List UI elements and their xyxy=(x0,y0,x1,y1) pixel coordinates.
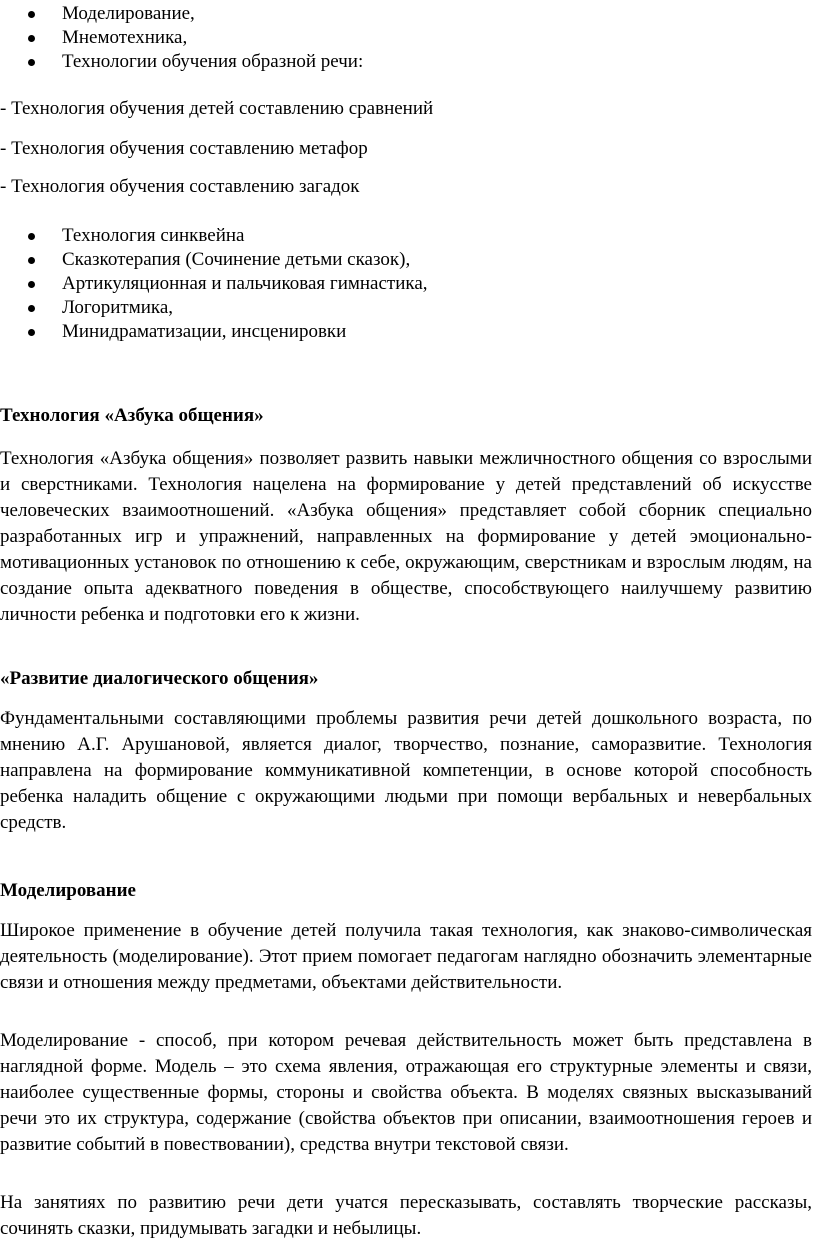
bullet-list-2 xyxy=(0,224,816,344)
paragraph-azbuka: Технология «Азбука общения» позволяет развить навыки межличностного общения со взрослыми и сверстниками. Технология нацелена на формирование у детей представлений об искусстве человеческих взаимоотношений. «Азбука общения» представляет собой сборник специально разработанных игр и упражнений, направленных на формирование у детей эмоционально-мотивационных установок по отношению к себе, окружающим, сверстникам и взрослым людям, на создание опыта адекватного поведения в обществе, способствующего наилучшему развитию личности ребенка и подготовки его к жизни. xyxy=(0,448,812,625)
list-item xyxy=(0,296,816,320)
list-item xyxy=(0,26,816,50)
list-item-text: Артикуляционная и пальчиковая гимнастика, xyxy=(62,273,428,294)
bullet-icon xyxy=(28,35,35,42)
paragraph-dialog: Фундаментальными составляющими проблемы развития речи детей дошкольного возраста, по мнению А.Г. Арушановой, является диалог, творчество, познание, саморазвитие. Технология направлена на формирование коммуникативной компетенции, в основе которой способность ребенка наладить общение с окружающими людьми при помощи вербальных и невербальных средств. xyxy=(0,708,812,833)
list-item xyxy=(0,224,816,248)
list-item xyxy=(0,2,816,26)
bullet-list-1 xyxy=(0,2,816,74)
section-heading-dialog: «Развитие диалогического общения» xyxy=(0,668,319,689)
bullet-icon xyxy=(28,233,35,240)
paragraph-modeling-3: На занятиях по развитию речи дети учатся пересказывать, составлять творческие рассказы, сочинять сказки, придумывать загадки и небылицы. xyxy=(0,1192,812,1239)
list-item xyxy=(0,320,816,344)
paragraph-modeling-1: Широкое применение в обучение детей получила такая технология, как знаково-символическая деятельность (моделирование). Этот прием помогает педагогам наглядно обозначить элементарные связи и отношения между предметами, объектами действительности. xyxy=(0,920,812,993)
bullet-icon xyxy=(28,11,35,18)
bullet-icon xyxy=(28,281,35,288)
list-item-text: Технология синквейна xyxy=(62,225,245,246)
dash-item: - Технология обучения составлению метафор xyxy=(0,138,368,159)
list-item xyxy=(0,248,816,272)
list-item xyxy=(0,272,816,296)
list-item-text: Сказкотерапия (Сочинение детьми сказок), xyxy=(62,249,411,270)
list-item-text: Мнемотехника, xyxy=(62,27,188,48)
bullet-icon xyxy=(28,59,35,66)
list-item-text: Моделирование, xyxy=(62,3,195,24)
list-item xyxy=(0,50,816,74)
dash-item: - Технология обучения составлению загадок xyxy=(0,176,360,197)
bullet-icon xyxy=(28,257,35,264)
list-item-text: Технологии обучения образной речи: xyxy=(62,51,364,72)
bullet-icon xyxy=(28,329,35,336)
dash-item: - Технология обучения детей составлению сравнений xyxy=(0,98,434,119)
list-item-text: Логоритмика, xyxy=(62,297,174,318)
paragraph-modeling-2: Моделирование - способ, при котором речевая действительность может быть представлена в наглядной форме. Модель – это схема явления, отражающая его структурные элементы и связи, наиболее существенные формы, стороны и свойства объекта. В моделях связных высказываний речи это их структура, содержание (свойства объектов при описании, взаимоотношения героев и развитие событий в повествовании), средства внутри текстовой связи. xyxy=(0,1030,812,1155)
section-heading-modeling: Моделирование xyxy=(0,880,136,901)
bullet-icon xyxy=(28,305,35,312)
section-heading-azbuka: Технология «Азбука общения» xyxy=(0,405,264,426)
list-item-text: Минидраматизации, инсценировки xyxy=(62,321,347,342)
